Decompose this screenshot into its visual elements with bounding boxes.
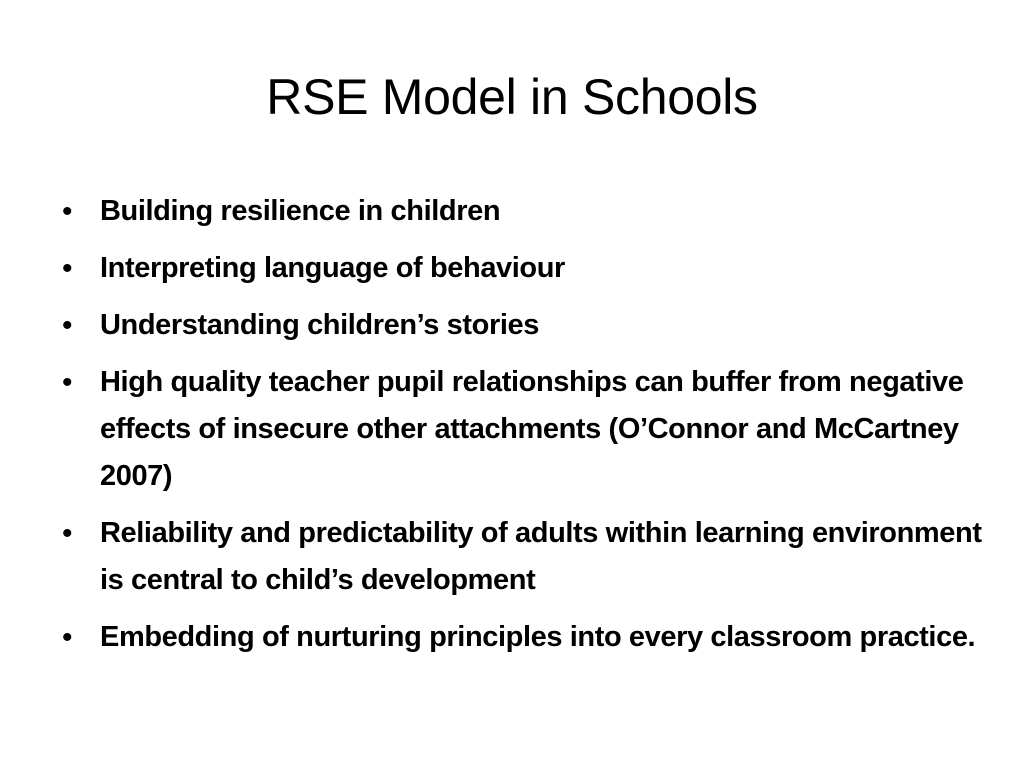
bullet-item	[56, 302, 986, 349]
bullet-icon: •	[62, 517, 73, 550]
bullet-text: Interpreting language of behaviour	[100, 252, 565, 284]
bullet-text: Embedding of nurturing principles into every classroom practice.	[100, 621, 976, 653]
bullet-icon: •	[62, 366, 73, 399]
bullet-list	[56, 188, 986, 671]
bullet-icon: •	[62, 252, 73, 285]
bullet-item	[56, 510, 986, 604]
bullet-item	[56, 614, 986, 661]
bullet-item	[56, 359, 986, 500]
slide-title: RSE Model in Schools	[266, 69, 758, 125]
bullet-text: Building resilience in children	[100, 195, 501, 227]
bullet-item	[56, 245, 986, 292]
bullet-item	[56, 188, 986, 235]
bullet-text: Reliability and predictability of adults within learning environment is central to child’s development	[100, 517, 982, 596]
bullet-icon: •	[62, 621, 73, 654]
bullet-text: Understanding children’s stories	[100, 309, 539, 341]
bullet-text: High quality teacher pupil relationships can buffer from negative effects of insecure other attachments (O’Connor and McCartney 2007)	[100, 366, 964, 492]
bullet-icon: •	[62, 195, 73, 228]
bullet-icon: •	[62, 309, 73, 342]
